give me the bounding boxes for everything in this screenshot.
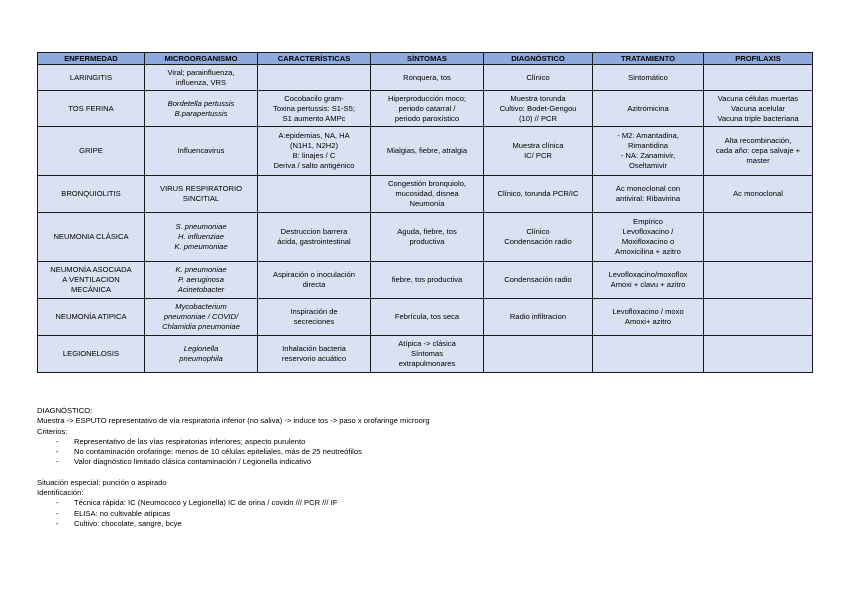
header-enfermedad: ENFERMEDAD [38, 53, 145, 65]
cell-diagnostico: Condensación radio [484, 262, 593, 299]
table-row [38, 262, 813, 299]
identificacion-heading: Identificación: [37, 488, 84, 498]
header-microorganismo: MICROORGANISMO [145, 53, 258, 65]
table-row [38, 299, 813, 336]
cell-sintomas: Mialgias, fiebre, atralgia [371, 127, 484, 176]
muestra-line: Muestra -> ESPUTO representativo de vía respiratoria inferior (no saliva) -> induce tos -> paso x orofaringe microorg [37, 416, 430, 426]
criterios-list [37, 437, 430, 468]
header-profilaxis: PROFILAXIS [704, 53, 813, 65]
table-header-row [38, 53, 813, 65]
cell-enfermedad: GRIPE [38, 127, 145, 176]
cell-profilaxis: Ac monoclonal [704, 176, 813, 213]
list-item: - Representativo de las vías respiratorias inferiores; aspecto purulento [37, 437, 430, 447]
cell-tratamiento: Azitromicina [593, 91, 704, 127]
identificacion-list [37, 498, 430, 529]
cell-profilaxis [704, 213, 813, 262]
cell-microorganismo: Influencavirus [145, 127, 258, 176]
diagnostico-heading: DIAGNÓSTICO: [37, 406, 93, 415]
diagnosis-notes [37, 406, 430, 529]
list-item: - ELISA: no cultivable atípicas [37, 509, 430, 519]
cell-diagnostico: Clínico [484, 65, 593, 91]
cell-tratamiento: Sintomático [593, 65, 704, 91]
cell-tratamiento: Levofloxacino / moxo Amoxi+ azitro [593, 299, 704, 336]
diseases-table [37, 52, 813, 373]
cell-sintomas: Atípica -> clásica Síntomas extrapulmonares [371, 336, 484, 373]
header-caracteristicas: CARACTERÍSTICAS [258, 53, 371, 65]
cell-microorganismo: Legionella pneumophila [145, 336, 258, 373]
header-tratamiento: TRATAMIENTO [593, 53, 704, 65]
criterios-heading: Criterios: [37, 426, 68, 436]
cell-microorganismo: K. pneumoniae P. aeruginosa Acinetobacter [145, 262, 258, 299]
cell-tratamiento: - M2: Amantadina, Rimantidina - NA: Zanamivir, Oseltamivir [593, 127, 704, 176]
table-row [38, 127, 813, 176]
list-item: - No contaminación orofaringe: menos de 10 células epiteliales, más de 25 neutreófilos [37, 447, 430, 457]
situacion-line: Situación especial: punción o aspirado [37, 477, 167, 487]
cell-enfermedad: LARINGITIS [38, 65, 145, 91]
cell-tratamiento: Empírico Levofloxacino / Moxifloxacino o Amoxicilina + azitro [593, 213, 704, 262]
cell-caracteristicas [258, 176, 371, 213]
cell-diagnostico: Muestra clínica IC/ PCR [484, 127, 593, 176]
cell-enfermedad: TOS FERINA [38, 91, 145, 127]
cell-profilaxis [704, 299, 813, 336]
cell-tratamiento [593, 336, 704, 373]
cell-diagnostico [484, 336, 593, 373]
cell-profilaxis [704, 65, 813, 91]
cell-enfermedad: NEUMONÍA ASOCIADA A VENTILACION MECÁNICA [38, 262, 145, 299]
header-diagnostico: DIAGNÓSTICO [484, 53, 593, 65]
cell-caracteristicas: Inspiración de secreciones [258, 299, 371, 336]
list-item: - Técnica rápida: IC (Neumococo y Legionella) IC de orina / covidn /// PCR /// IF [37, 498, 430, 508]
cell-caracteristicas: Aspiración o inoculación directa [258, 262, 371, 299]
cell-sintomas: fiebre, tos productiva [371, 262, 484, 299]
cell-enfermedad: NEUMONIA CLÁSICA [38, 213, 145, 262]
cell-sintomas: Febrícula, tos seca [371, 299, 484, 336]
cell-sintomas: Aguda, fiebre, tos productiva [371, 213, 484, 262]
cell-diagnostico: Radio infiltracion [484, 299, 593, 336]
cell-enfermedad: NEUMONÍA ATIPICA [38, 299, 145, 336]
cell-microorganismo: Viral; parainfluenza, influenza, VRS [145, 65, 258, 91]
cell-caracteristicas: Cocobacilo gram- Toxina pertussis: S1-S5; S1 aumento AMPc [258, 91, 371, 127]
cell-tratamiento: Levofloxacino/moxoflox Amoxi + clavu + azitro [593, 262, 704, 299]
cell-profilaxis: Vacuna células muertas Vacuna acelular Vacuna triple bacteriana [704, 91, 813, 127]
cell-sintomas: Hiperproducción moco; periodo catarral / periodo paroxístico [371, 91, 484, 127]
header-sintomas: SÍNTOMAS [371, 53, 484, 65]
cell-caracteristicas: A:epidemias, NA, HA (N1H1, N2H2) B: linajes / C Deriva / salto antigénico [258, 127, 371, 176]
cell-diagnostico: Muestra torunda Cultivo: Bodet-Gengou (10) // PCR [484, 91, 593, 127]
list-item: - Valor diagnóstico limitado clásica contaminación / Legionella indicativo [37, 457, 430, 467]
table-row [38, 91, 813, 127]
cell-caracteristicas [258, 65, 371, 91]
cell-diagnostico: Clínico, torunda PCR/IC [484, 176, 593, 213]
cell-sintomas: Congestión bronquiolo, mucosidad, disnea Neumonía [371, 176, 484, 213]
table-row [38, 176, 813, 213]
cell-sintomas: Ronquera, tos [371, 65, 484, 91]
cell-microorganismo: Mycobacterium pneumoniae / COVID/ Chlamidia pneumoniae [145, 299, 258, 336]
cell-enfermedad: BRONQUIOLITIS [38, 176, 145, 213]
table-row [38, 336, 813, 373]
cell-microorganismo: VIRUS RESPIRATORIO SINCITIAL [145, 176, 258, 213]
cell-profilaxis: Alta recombinación, cada año: cepa salvaje + master [704, 127, 813, 176]
cell-profilaxis [704, 336, 813, 373]
cell-tratamiento: Ac monoclonal con antiviral: Ribavirina [593, 176, 704, 213]
cell-diagnostico: Clínico Condensación radio [484, 213, 593, 262]
cell-caracteristicas: Inhalación bacteria reservorio acuático [258, 336, 371, 373]
cell-microorganismo: S. pneumoniae H. influenziae K. pmeumoniae [145, 213, 258, 262]
table-row [38, 65, 813, 91]
cell-enfermedad: LEGIONELOSIS [38, 336, 145, 373]
table-row [38, 213, 813, 262]
list-item: - Cultivo: chocolate, sangre, bcye [37, 519, 430, 529]
cell-microorganismo: Bordetella pertussis B.parapertussis [145, 91, 258, 127]
cell-caracteristicas: Destruccion barrera ácida, gastrointestinal [258, 213, 371, 262]
cell-profilaxis [704, 262, 813, 299]
